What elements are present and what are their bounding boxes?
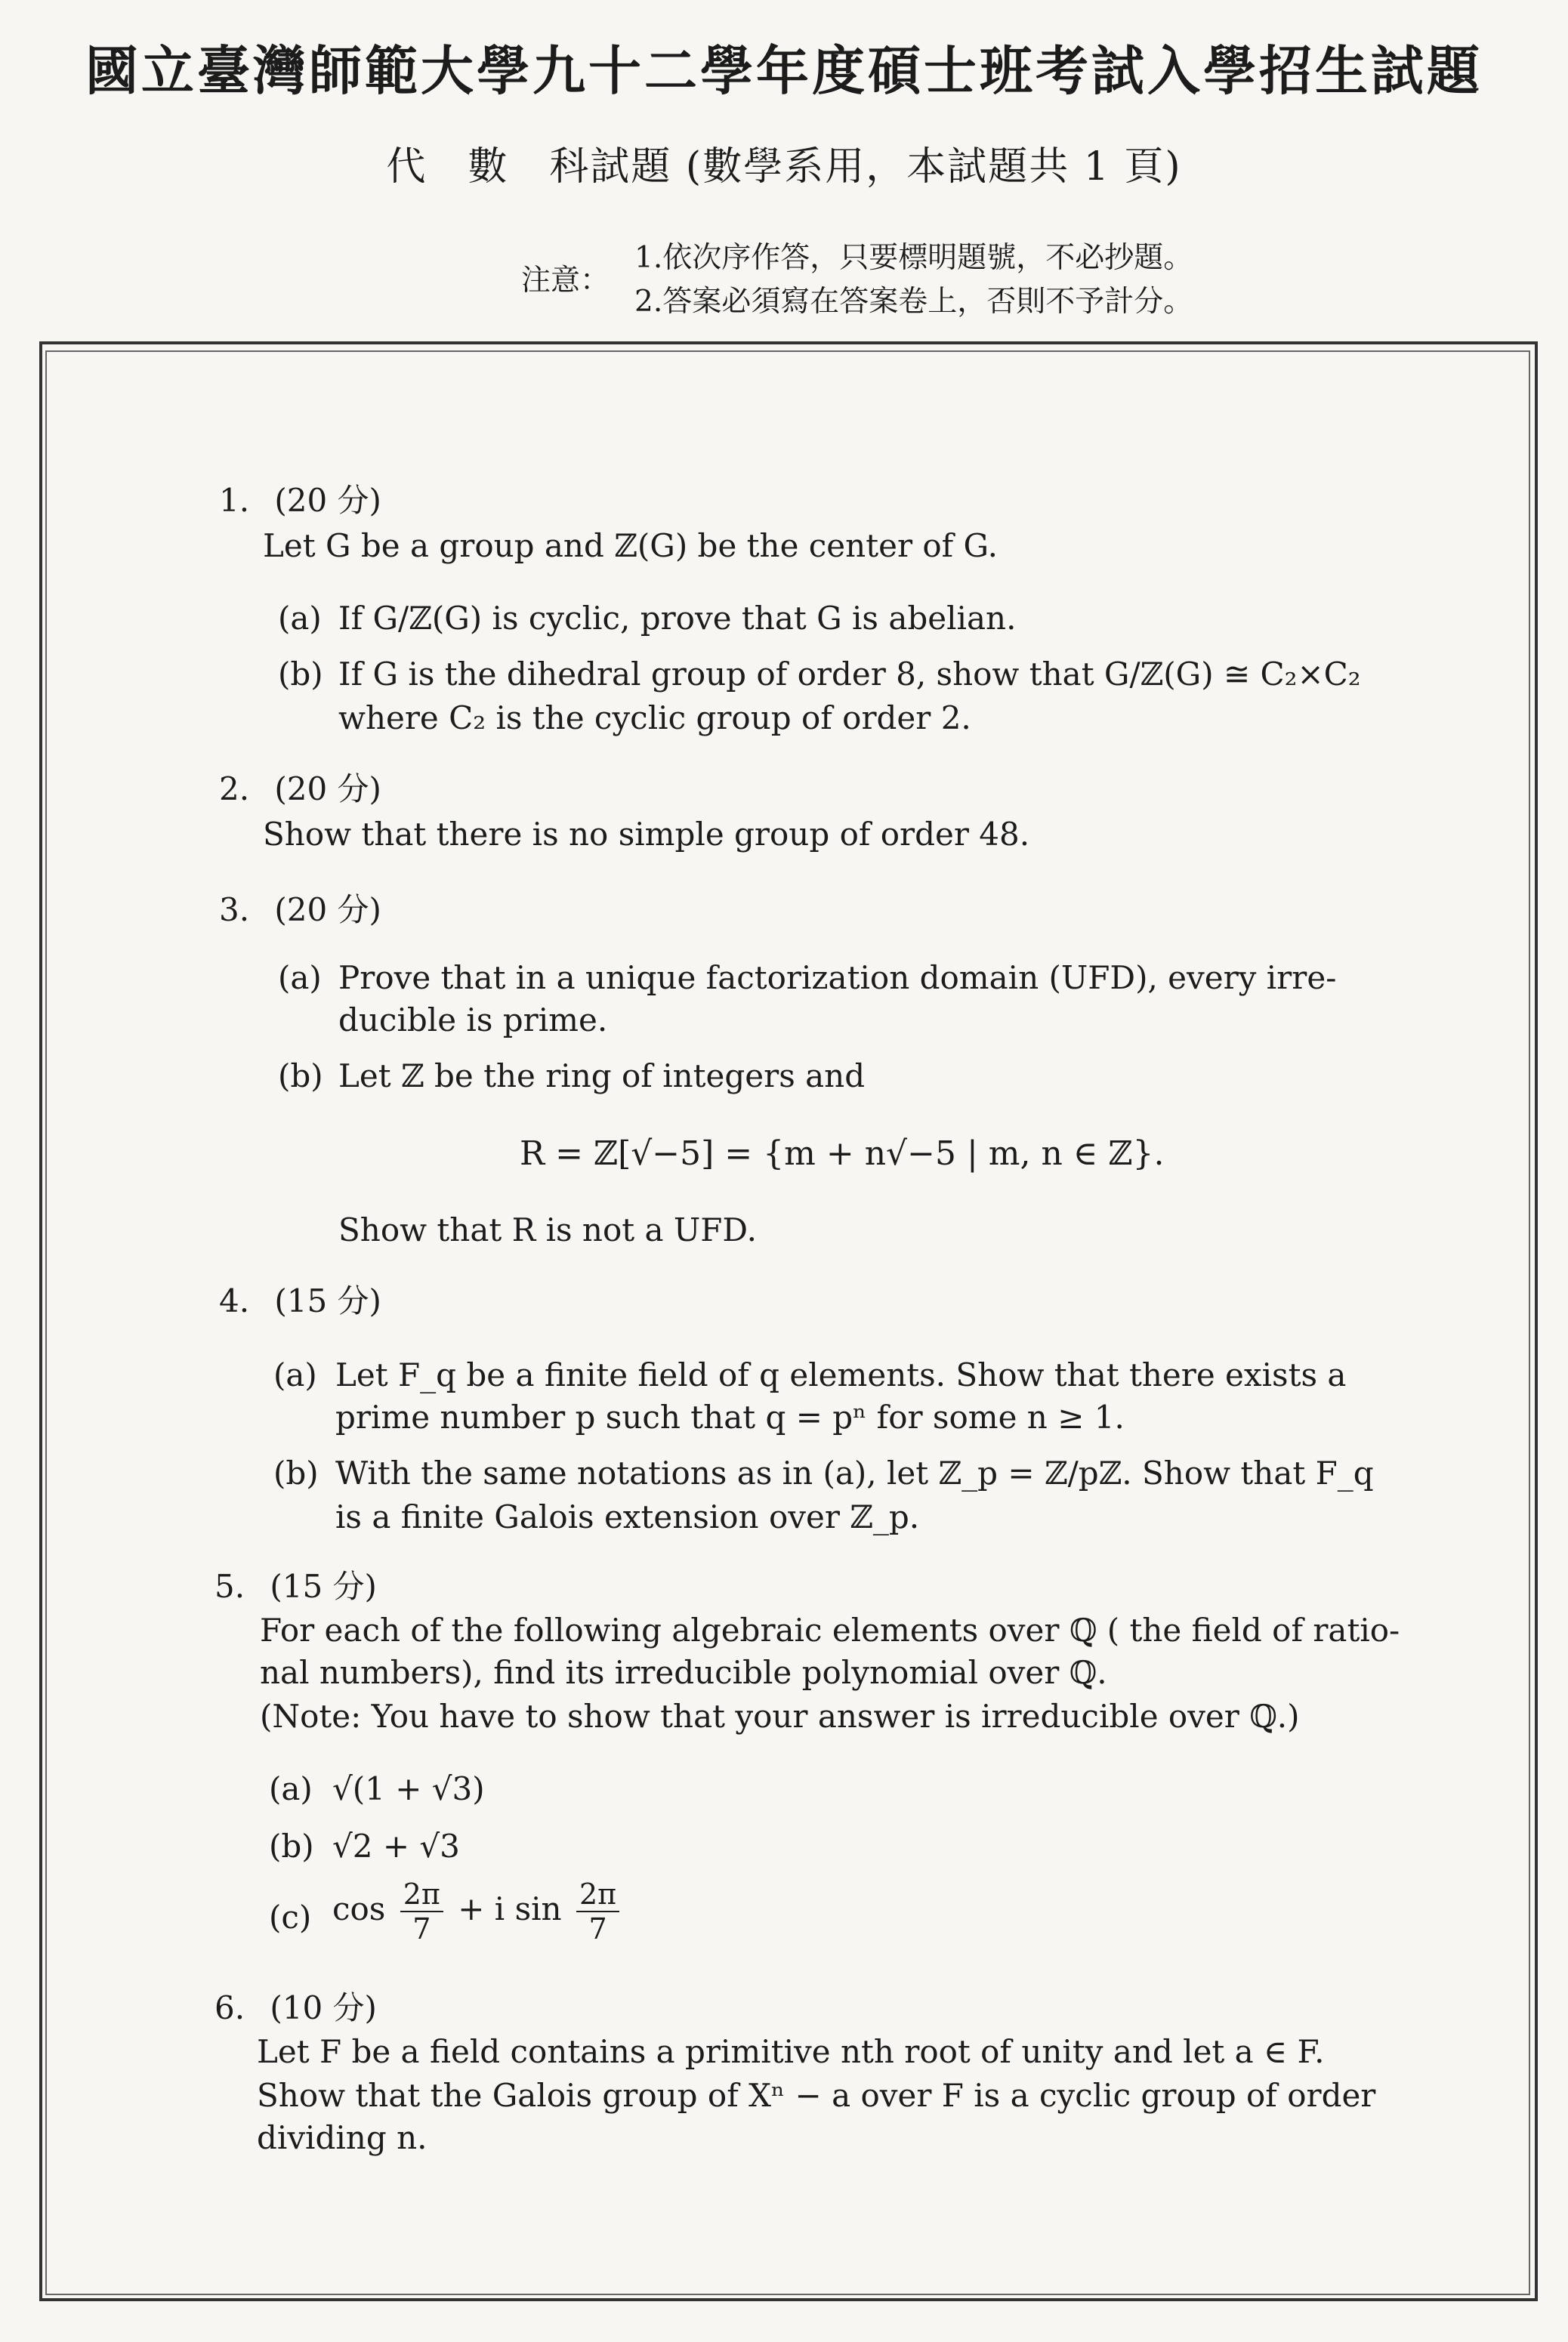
- question-4a-text-line-1: Let F_q be a finite field of q elements. Show that there exists a: [335, 1356, 1347, 1393]
- question-3-header: [219, 885, 381, 930]
- question-5-note: (Note: You have to show that your answer is irreducible over ℚ.): [260, 1698, 1300, 1735]
- question-3b-conclusion: Show that R is not a UFD.: [338, 1211, 757, 1248]
- question-1-text: Let G be a group and ℤ(G) be the center of G.: [263, 527, 998, 564]
- question-points: (20 分): [274, 482, 381, 519]
- part-label: (a): [278, 600, 322, 637]
- question-1-header: [219, 476, 381, 521]
- question-5-header: [215, 1562, 377, 1607]
- question-6-text-line-1: Let F be a field contains a primitive nth root of unity and let a ∈ F.: [257, 2033, 1325, 2070]
- question-1a-text: If G/ℤ(G) is cyclic, prove that G is abelian.: [338, 600, 1017, 637]
- question-3a-text-line-2: ducible is prime.: [338, 1001, 608, 1038]
- question-5-text-line-2: nal numbers), find its irreducible polynomial over ℚ.: [260, 1654, 1107, 1691]
- question-6-text-line-3: dividing n.: [257, 2119, 427, 2156]
- part-label: (a): [278, 959, 322, 996]
- part-label: (c): [269, 1899, 312, 1936]
- fraction-numerator: 2π: [576, 1878, 619, 1912]
- part-label: (b): [273, 1455, 319, 1492]
- question-3a-text-line-1: Prove that in a unique factorization domain (UFD), every irre-: [338, 959, 1337, 996]
- question-4b-text-line-2: is a finite Galois extension over ℤ_p.: [335, 1498, 920, 1535]
- notice-label: 注意：: [521, 264, 610, 298]
- question-points: (20 分): [274, 770, 381, 807]
- question-6-text-line-2: Show that the Galois group of Xⁿ − a over F is a cyclic group of order: [257, 2077, 1376, 2114]
- question-number: 4.: [219, 1282, 250, 1319]
- fraction-denominator: 7: [412, 1912, 431, 1945]
- fraction: [400, 1878, 443, 1945]
- question-5-text-line-1: For each of the following algebraic elements over ℚ ( the field of ratio-: [260, 1612, 1400, 1649]
- part-label: (b): [278, 656, 323, 693]
- question-2-header: [219, 764, 381, 810]
- fraction: [576, 1878, 619, 1945]
- part-label: (b): [278, 1057, 323, 1094]
- notice-item-1: 1.依次序作答，只要標明題號，不必抄題。: [634, 241, 1193, 275]
- question-points: (15 分): [274, 1282, 381, 1319]
- question-number: 5.: [215, 1568, 245, 1605]
- fraction-numerator: 2π: [400, 1878, 443, 1912]
- question-5c-expression: [332, 1878, 624, 1945]
- part-label: (a): [269, 1770, 313, 1807]
- question-number: 1.: [219, 482, 250, 519]
- question-5a-expression: √(1 + √3): [332, 1770, 485, 1807]
- notice-item-2: 2.答案必須寫在答案卷上，否則不予計分。: [634, 285, 1193, 319]
- question-6-header: [215, 1983, 377, 2029]
- question-2-text: Show that there is no simple group of order 48.: [263, 816, 1030, 853]
- question-number: 3.: [219, 891, 250, 928]
- part-label: (b): [269, 1828, 314, 1865]
- question-4b-text-line-1: With the same notations as in (a), let ℤ_p = ℤ/pℤ. Show that F_q: [335, 1455, 1374, 1492]
- exam-title: 國立臺灣師範大學九十二學年度碩士班考試入學招生試題: [85, 39, 1483, 102]
- expr-middle: + i sin: [458, 1890, 562, 1927]
- question-4a-text-line-2: prime number p such that q = pⁿ for some n ≥ 1.: [335, 1399, 1125, 1436]
- question-3b-formula: R = ℤ[√−5] = {m + n√−5 | m, n ∈ ℤ}.: [520, 1134, 1165, 1173]
- exam-subtitle: 代 數 科試題 (數學系用，本試題共 1 頁): [386, 144, 1182, 190]
- expr-prefix: cos: [332, 1890, 386, 1927]
- question-points: (15 分): [270, 1568, 377, 1605]
- question-5b-expression: √2 + √3: [332, 1828, 460, 1865]
- fraction-denominator: 7: [588, 1912, 607, 1945]
- question-1b-text-line-1: If G is the dihedral group of order 8, show that G/ℤ(G) ≅ C₂×C₂: [338, 656, 1361, 693]
- question-points: (20 分): [274, 891, 381, 928]
- notice-box: [514, 227, 1533, 325]
- question-4-header: [219, 1276, 381, 1322]
- question-number: 2.: [219, 770, 250, 807]
- question-1b-text-line-2: where C₂ is the cyclic group of order 2.: [338, 699, 971, 736]
- question-number: 6.: [215, 1989, 245, 2026]
- question-3b-text: Let ℤ be the ring of integers and: [338, 1057, 866, 1094]
- part-label: (a): [273, 1356, 317, 1393]
- question-points: (10 分): [270, 1989, 377, 2026]
